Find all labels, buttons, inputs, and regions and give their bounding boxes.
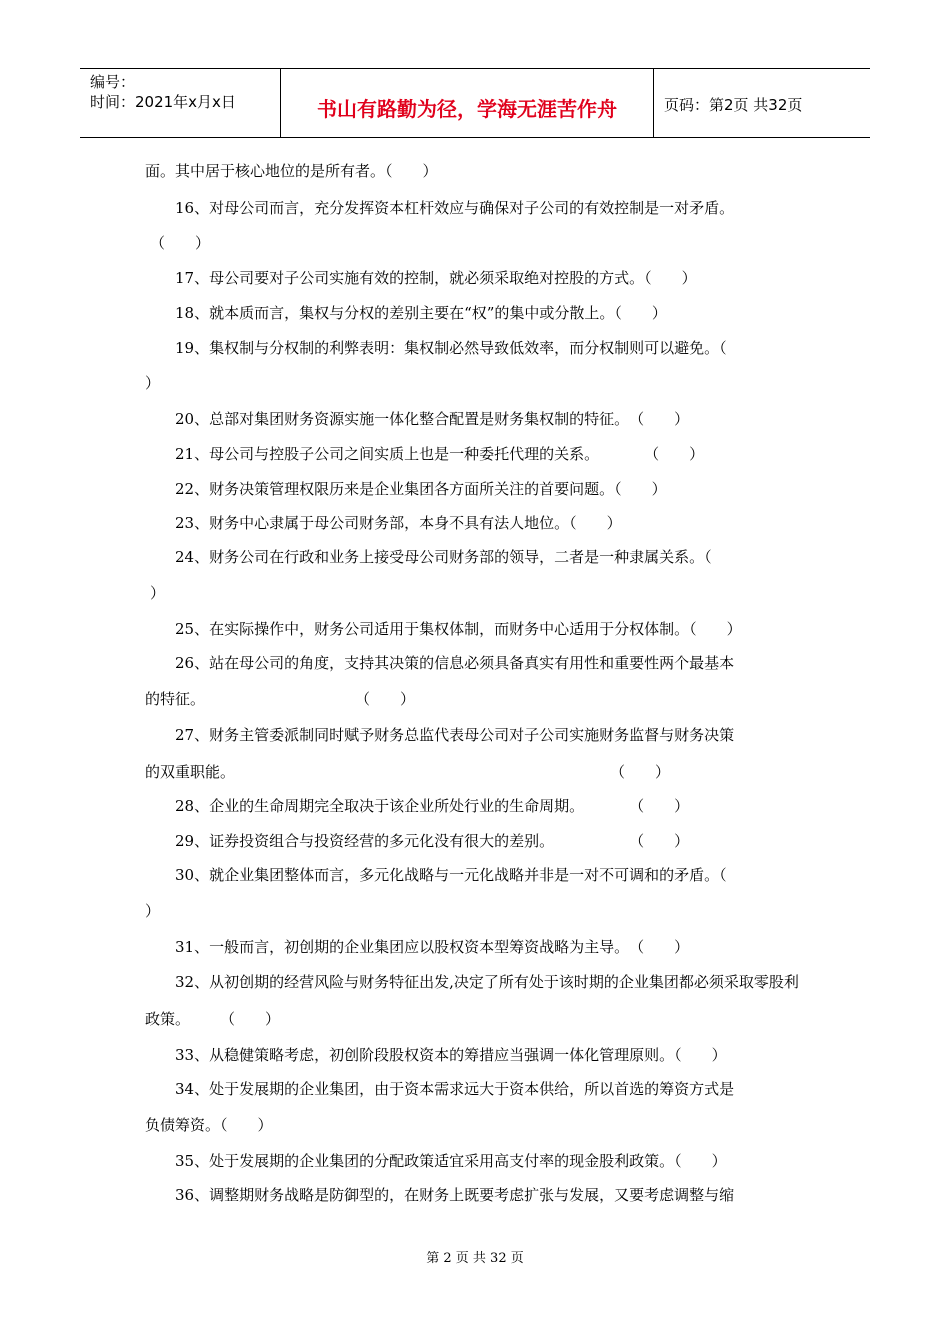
question-36: 36、调整期财务战略是防御型的，在财务上既要考虑扩张与发展，又要考虑调整与缩: [175, 1186, 735, 1204]
question-34: 34、处于发展期的企业集团，由于资本需求远大于资本供给，所以首选的筹资方式是: [175, 1080, 735, 1098]
question-19: 19、集权制与分权制的利弊表明：集权制必然导致低效率，而分权制则可以避免。（: [175, 339, 727, 357]
answer-blank: ）: [145, 374, 161, 392]
header-page-cell: [654, 69, 870, 137]
header-meta-cell: [80, 69, 281, 137]
question-25: 25、在实际操作中，财务公司适用于集权体制，而财务中心适用于分权体制。（ ）: [175, 620, 742, 638]
question-31: 31、一般而言，初创期的企业集团应以股权资本型筹资战略为主导。 （ ）: [175, 938, 690, 956]
text-line: 面。其中居于核心地位的是所有者。（ ）: [145, 162, 438, 180]
page-header: [80, 68, 870, 138]
answer-blank: ）: [150, 584, 166, 602]
question-18: 18、就本质而言，集权与分权的差别主要在“权”的集中或分散上。（ ）: [175, 304, 667, 322]
header-page-info: 页码：第2页 共32页: [664, 96, 803, 114]
question-35: 35、处于发展期的企业集团的分配政策适宜采用高支付率的现金股利政策。（ ）: [175, 1152, 727, 1170]
header-motto: 书山有路勤为径，学海无涯苦作舟: [317, 97, 617, 121]
question-26: 26、站在母公司的角度，支持其决策的信息必须具备真实有用性和重要性两个最基本: [175, 654, 735, 672]
page-footer: 第 2 页 共 32 页: [426, 1251, 524, 1266]
text-line: 负债筹资。（ ）: [145, 1116, 273, 1134]
question-17: 17、母公司要对子公司实施有效的控制，就必须采取绝对控股的方式。（ ）: [175, 269, 697, 287]
question-29: 29、证券投资组合与投资经营的多元化没有很大的差别。 （ ）: [175, 832, 690, 850]
text-line: 的双重职能。 （ ）: [145, 763, 671, 781]
question-16: 16、对母公司而言，充分发挥资本杠杆效应与确保对子公司的有效控制是一对矛盾。: [175, 199, 735, 217]
doc-time-label: 时间：2021年x月x日: [90, 93, 236, 111]
doc-code-label: 编号：: [90, 73, 136, 91]
question-23: 23、财务中心隶属于母公司财务部，本身不具有法人地位。（ ）: [175, 514, 622, 532]
question-30: 30、就企业集团整体而言，多元化战略与一元化战略并非是一对不可调和的矛盾。（: [175, 866, 727, 884]
answer-blank: （ ）: [150, 234, 211, 252]
question-33: 33、从稳健策略考虑，初创阶段股权资本的筹措应当强调一体化管理原则。（ ）: [175, 1046, 727, 1064]
question-24: 24、财务公司在行政和业务上接受母公司财务部的领导，二者是一种隶属关系。（: [175, 548, 712, 566]
question-28: 28、企业的生命周期完全取决于该企业所处行业的生命周期。 （ ）: [175, 797, 690, 815]
text-line: 政策。 （ ）: [145, 1010, 281, 1028]
question-20: 20、总部对集团财务资源实施一体化整合配置是财务集权制的特征。 （ ）: [175, 410, 690, 428]
text-line: 的特征。 （ ）: [145, 690, 416, 708]
question-22: 22、财务决策管理权限历来是企业集团各方面所关注的首要问题。（ ）: [175, 480, 667, 498]
question-21: 21、母公司与控股子公司之间实质上也是一种委托代理的关系。 （ ）: [175, 445, 705, 463]
question-32: 32、从初创期的经营风险与财务特征出发,决定了所有处于该时期的企业集团都必须采取零股利: [175, 973, 799, 991]
header-motto-cell: [281, 69, 654, 137]
answer-blank: ）: [145, 902, 161, 920]
question-27: 27、财务主管委派制同时赋予财务总监代表母公司对子公司实施财务监督与财务决策: [175, 726, 735, 744]
